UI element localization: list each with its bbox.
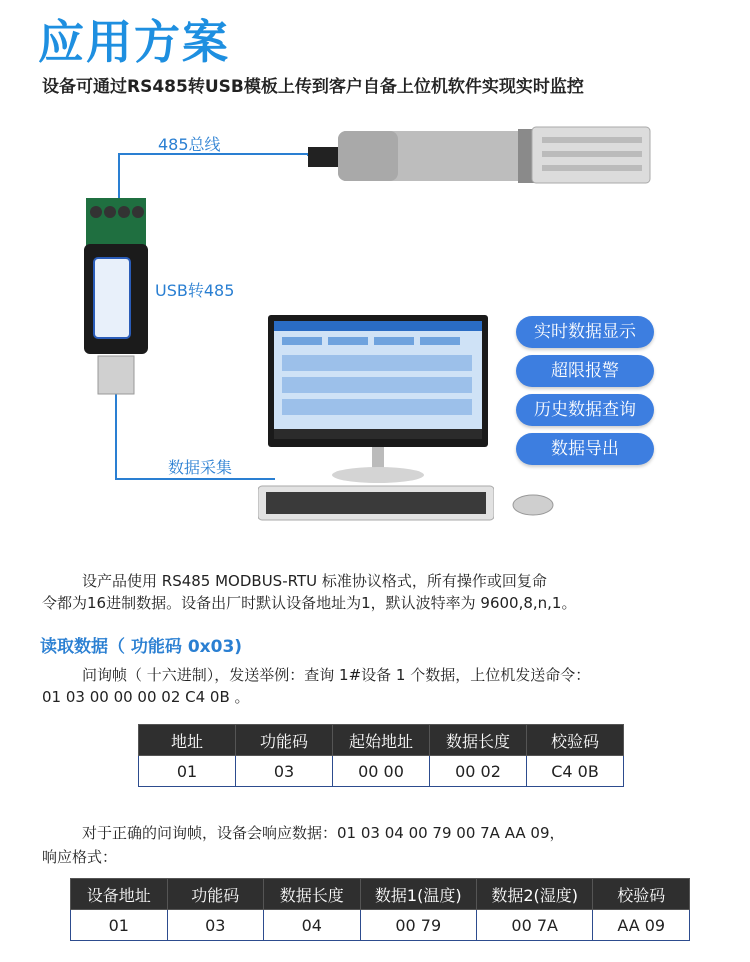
read-desc-1: 问询帧（ 十六进制），发送举例：查询 1#设备 1 个数据，上位机发送命令：: [82, 666, 591, 684]
table-header: 数据1(温度): [360, 879, 476, 910]
response-desc-2: 响应格式：: [42, 848, 118, 866]
mouse-image: [512, 494, 554, 516]
table-cell: AA 09: [593, 910, 690, 941]
monitor-image: [268, 315, 488, 485]
intro-line-1: 设产品使用 RS485 MODBUS-RTU 标准协议格式，所有操作或回复命: [82, 572, 547, 590]
table-header: 功能码: [167, 879, 264, 910]
table-header: 地址: [139, 725, 236, 756]
table-header: 数据长度: [430, 725, 527, 756]
bus-label: 485总线: [158, 135, 221, 154]
table-cell: 03: [167, 910, 264, 941]
read-desc-2: 01 03 00 00 00 02 C4 0B 。: [42, 688, 250, 706]
collect-label: 数据采集: [168, 458, 233, 477]
response-frame-table: [70, 878, 690, 941]
sensor-probe-image: [308, 125, 658, 185]
table-cell: 03: [236, 756, 333, 787]
feature-realtime-display: 实时数据显示: [516, 316, 654, 348]
table-header: 功能码: [236, 725, 333, 756]
table-cell: 04: [264, 910, 361, 941]
query-frame-table: [138, 724, 624, 787]
application-diagram: [0, 110, 750, 530]
table-cell: 00 79: [360, 910, 476, 941]
read-section-title: 读取数据（ 功能码 0x03): [40, 637, 243, 657]
feature-data-export: 数据导出: [516, 433, 654, 465]
keyboard-image: [258, 482, 494, 524]
intro-line-2: 令都为16进制数据。设备出厂时默认设备地址为1，默认波特率为 9600,8,n,1。: [42, 594, 577, 612]
table-cell: 00 00: [333, 756, 430, 787]
usb-converter-image: [82, 198, 152, 398]
feature-history-query: 历史数据查询: [516, 394, 654, 426]
table-cell: 00 7A: [476, 910, 592, 941]
table-header: 设备地址: [71, 879, 168, 910]
table-cell: 01: [139, 756, 236, 787]
table-cell: 00 02: [430, 756, 527, 787]
table-header: 校验码: [527, 725, 624, 756]
converter-label: USB转485: [155, 281, 235, 300]
table-cell: C4 0B: [527, 756, 624, 787]
table-header: 校验码: [593, 879, 690, 910]
page-title: 应用方案: [38, 15, 230, 69]
feature-limit-alarm: 超限报警: [516, 355, 654, 387]
response-desc-1: 对于正确的问询帧，设备会响应数据：01 03 04 00 79 00 7A AA 09，: [82, 824, 565, 842]
table-header: 数据长度: [264, 879, 361, 910]
page-subtitle: 设备可通过RS485转USB模板上传到客户自备上位机软件实现实时监控: [42, 77, 584, 97]
table-header: 数据2(湿度): [476, 879, 592, 910]
table-cell: 01: [71, 910, 168, 941]
table-header: 起始地址: [333, 725, 430, 756]
